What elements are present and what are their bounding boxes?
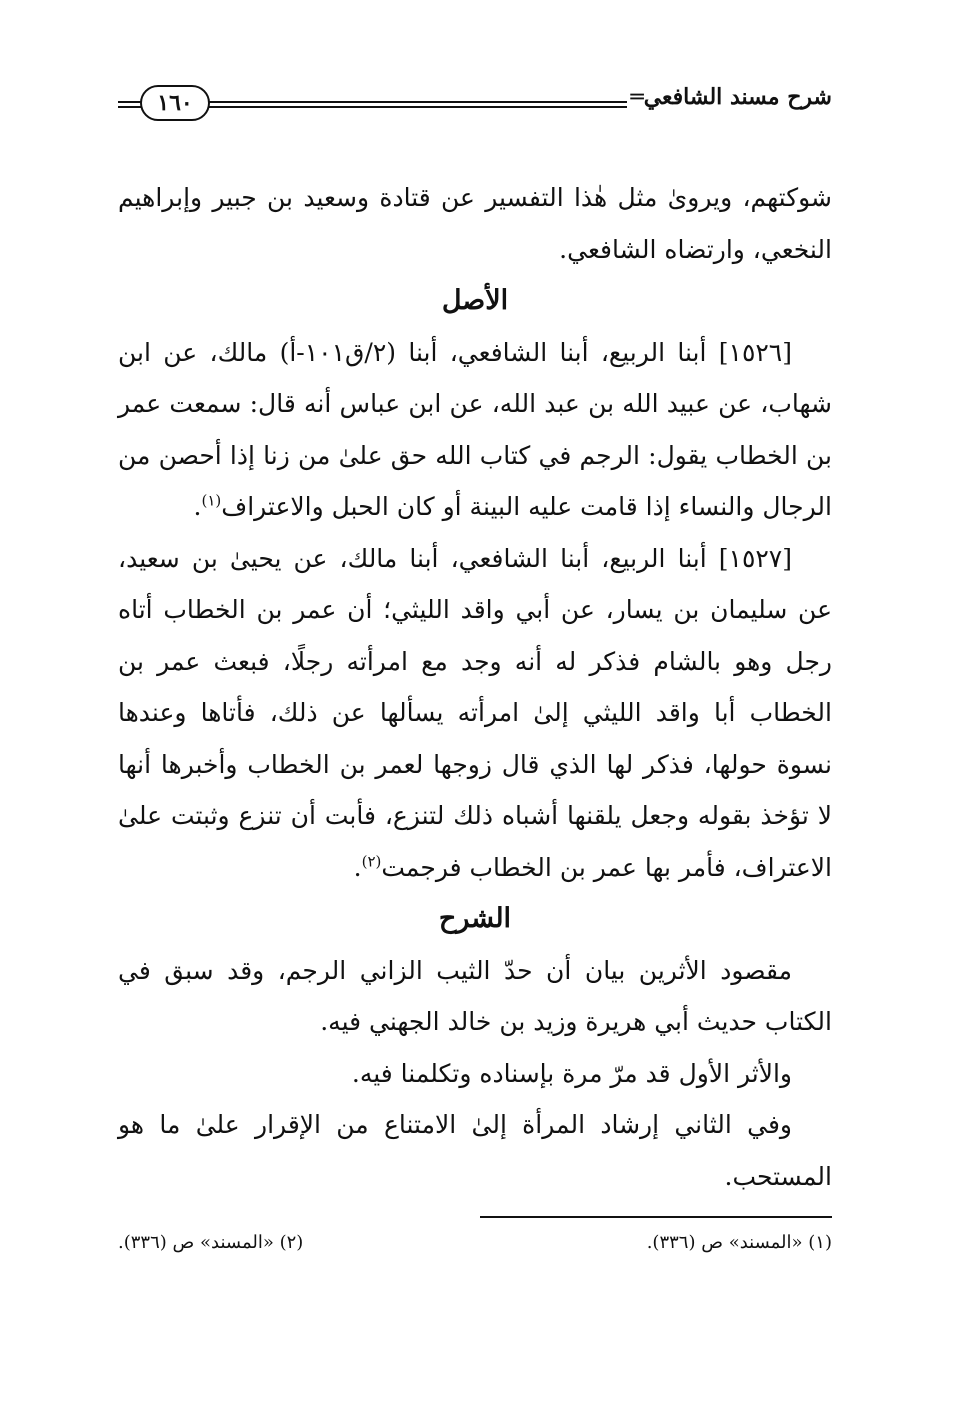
page-body — [118, 172, 832, 1202]
hadith-1526: [١٥٢٦] أبنا الربيع، أبنا الشافعي، أبنا (٢/ق١٠١-أ) مالك، عن ابن شهاب، عن عبيد الله بن عبد الله، عن ابن عباس أنه قال: سمعت عمر بن الخطاب يقول: الرجم في كتاب الله حق علىٰ من زنا إذا أحصن من الرجال والنساء إذا قامت عليه البينة أو كان الحبل والاعتراف$^{(١)}$. — [118, 337, 832, 521]
sharh-paragraph-1: مقصود الأثرين بيان أن حدّ الثيب الزاني الرجم، وقد سبق في الكتاب حديث أبي هريرة وزيد بن خالد الجهني فيه. — [118, 955, 832, 1036]
title-ornament: ═ — [630, 84, 644, 110]
footnotes — [118, 1232, 832, 1253]
section-heading-asl: الأصل — [441, 285, 509, 316]
header-double-rule-left — [118, 101, 142, 109]
book-title — [630, 84, 832, 110]
footnote-separator — [480, 1216, 832, 1218]
running-header — [118, 80, 832, 128]
page-number: ١٦٠ — [140, 85, 210, 121]
footnote-ref-1: (١) — [201, 491, 222, 510]
sharh-paragraph-2: والأثر الأول قد مرّ مرة بإسناده وتكلمنا فيه. — [351, 1058, 792, 1088]
section-heading-sharh: الشرح — [438, 903, 512, 934]
hadith-1526-text: [١٥٢٦] أبنا الربيع، أبنا الشافعي، أبنا (٢/ق١٠١-أ) مالك، عن ابن شهاب، عن عبيد الله بن عبد الله، عن ابن عباس أنه قال: سمعت عمر بن الخطاب يقول: الرجم في كتاب الله حق علىٰ من زنا إذا أحصن من الرجال والنساء إذا قامت عليه البينة أو كان الحبل والاعتراف — [118, 337, 832, 521]
footnote-2: (٢) «المسند» ص (٣٣٦). — [118, 1232, 304, 1253]
hadith-1527-text: [١٥٢٧] أبنا الربيع، أبنا الشافعي، أبنا مالك، عن يحيىٰ بن سعيد، عن سليمان بن يسار، عن أبي واقد الليثي؛ أن عمر بن الخطاب أتاه رجل وهو بالشام فذكر له أنه وجد مع امرأته رجلًا، فبعث عمر بن الخطاب أبا واقد الليثي إلىٰ امرأته يسألها عن ذلك، فأتاها وعندها نسوة حولها، فذكر لها الذي قال زوجها لعمر بن الخطاب وأخبرها أنها لا تؤخذ بقوله وجعل يلقنها أشباه ذلك لتنزع، فأبت أن تنزع وثبتت علىٰ الاعتراف، فأمر بها عمر بن الخطاب فرجمت — [118, 543, 832, 882]
sharh-paragraph-3: وفي الثاني إرشاد المرأة إلىٰ الامتناع من الإقرار علىٰ ما هو المستحب. — [118, 1110, 832, 1191]
book-title-text: شرح مسند الشافعي — [643, 84, 832, 110]
footnote-1: (١) «المسند» ص (٣٣٦). — [646, 1232, 832, 1253]
footnote-ref-2: (٢) — [361, 852, 382, 871]
intro-paragraph: شوكتهم، ويروىٰ مثل هٰذا التفسير عن قتادة وسعيد بن جبير وإبراهيم النخعي، وارتضاه الشافعي. — [118, 183, 832, 264]
book-page — [118, 80, 832, 1253]
hadith-1527: [١٥٢٧] أبنا الربيع، أبنا الشافعي، أبنا مالك، عن يحيىٰ بن سعيد، عن سليمان بن يسار، عن أبي واقد الليثي؛ أن عمر بن الخطاب أتاه رجل وهو بالشام فذكر له أنه وجد مع امرأته رجلًا، فبعث عمر بن الخطاب أبا واقد الليثي إلىٰ امرأته يسألها عن ذلك، فأتاها وعندها نسوة حولها، فذكر لها الذي قال زوجها لعمر بن الخطاب وأخبرها أنها لا تؤخذ بقوله وجعل يلقنها أشباه ذلك لتنزع، فأبت أن تنزع وثبتت علىٰ الاعتراف، فأمر بها عمر بن الخطاب فرجمت$^{(٢)}$. — [118, 543, 832, 882]
header-double-rule — [209, 101, 627, 109]
